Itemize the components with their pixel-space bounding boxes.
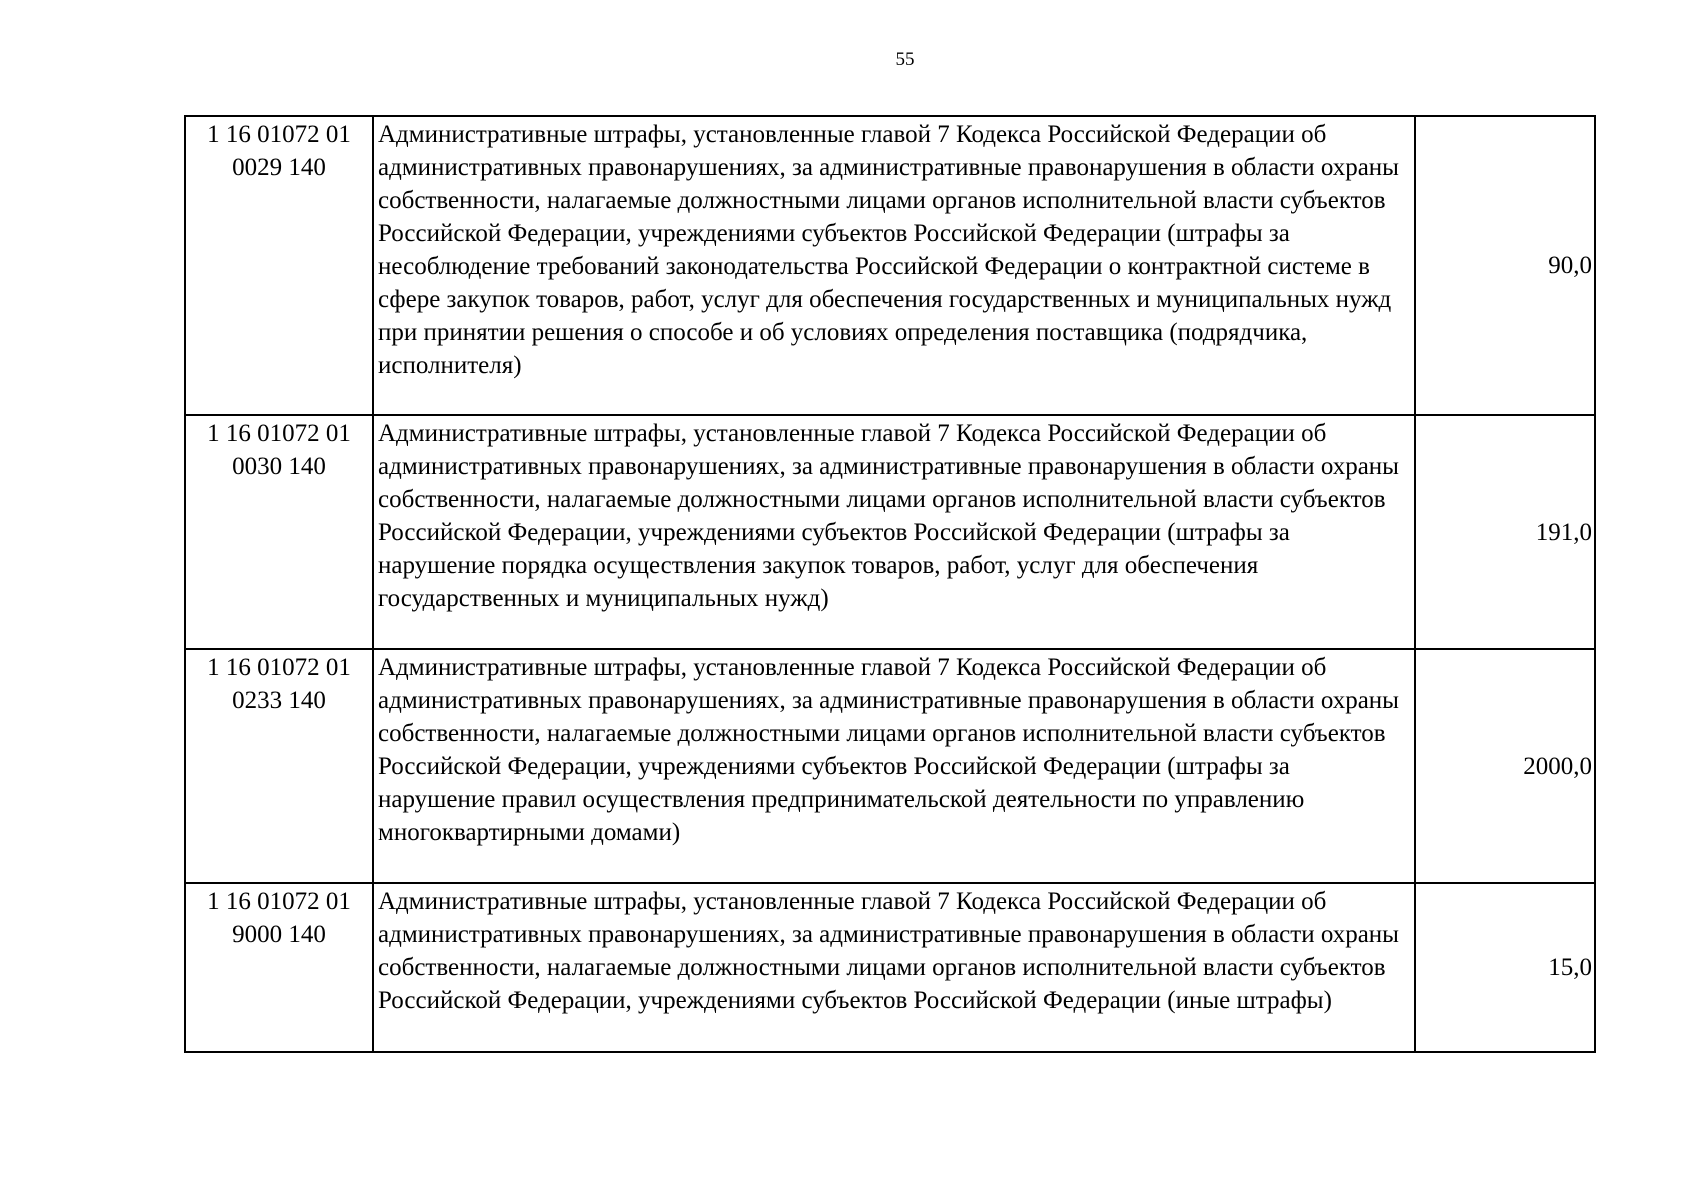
description-cell: Административные штрафы, установленные главой 7 Кодекса Российской Федерации об административных правонарушениях, за административные правонарушения в области охраны собственности, налагаемые должностными лицами органов исполнительной власти субъектов Российской Федерации, учреждениями субъектов Российской Федерации (иные штрафы) bbox=[373, 883, 1415, 1052]
budget-code-cell bbox=[185, 116, 373, 415]
table-row bbox=[185, 883, 1595, 1052]
amount-cell: 2000,0 bbox=[1415, 649, 1595, 883]
budget-code-line: 1 16 01072 01 bbox=[207, 420, 351, 447]
budget-code-cell bbox=[185, 883, 373, 1052]
budget-code-line: 1 16 01072 01 bbox=[207, 654, 351, 681]
table-row bbox=[185, 116, 1595, 415]
description-cell: Административные штрафы, установленные главой 7 Кодекса Российской Федерации об административных правонарушениях, за административные правонарушения в области охраны собственности, налагаемые должностными лицами органов исполнительной власти субъектов Российской Федерации, учреждениями субъектов Российской Федерации (штрафы за нарушение правил осуществления предпринимательской деятельности по управлению многоквартирными домами) bbox=[373, 649, 1415, 883]
amount-cell: 90,0 bbox=[1415, 116, 1595, 415]
revenue-table bbox=[184, 115, 1596, 1053]
amount-cell: 191,0 bbox=[1415, 415, 1595, 649]
budget-code-line: 0030 140 bbox=[232, 453, 326, 480]
table-row bbox=[185, 415, 1595, 649]
budget-code-line: 0029 140 bbox=[232, 154, 326, 181]
table-row bbox=[185, 649, 1595, 883]
amount-cell: 15,0 bbox=[1415, 883, 1595, 1052]
description-cell: Административные штрафы, установленные главой 7 Кодекса Российской Федерации об административных правонарушениях, за административные правонарушения в области охраны собственности, налагаемые должностными лицами органов исполнительной власти субъектов Российской Федерации, учреждениями субъектов Российской Федерации (штрафы за несоблюдение требований законодательства Российской Федерации о контрактной системе в сфере закупок товаров, работ, услуг для обеспечения государственных и муниципальных нужд при принятии решения о способе и об условиях определения поставщика (подрядчика, исполнителя) bbox=[373, 116, 1415, 415]
budget-code-cell bbox=[185, 415, 373, 649]
budget-code-cell bbox=[185, 649, 373, 883]
page-number: 55 bbox=[895, 49, 915, 70]
budget-code-line: 1 16 01072 01 bbox=[207, 888, 351, 915]
budget-code-line: 9000 140 bbox=[232, 921, 326, 948]
budget-code-line: 0233 140 bbox=[232, 687, 326, 714]
budget-code-line: 1 16 01072 01 bbox=[207, 121, 351, 148]
description-cell: Административные штрафы, установленные главой 7 Кодекса Российской Федерации об административных правонарушениях, за административные правонарушения в области охраны собственности, налагаемые должностными лицами органов исполнительной власти субъектов Российской Федерации, учреждениями субъектов Российской Федерации (штрафы за нарушение порядка осуществления закупок товаров, работ, услуг для обеспечения государственных и муниципальных нужд) bbox=[373, 415, 1415, 649]
